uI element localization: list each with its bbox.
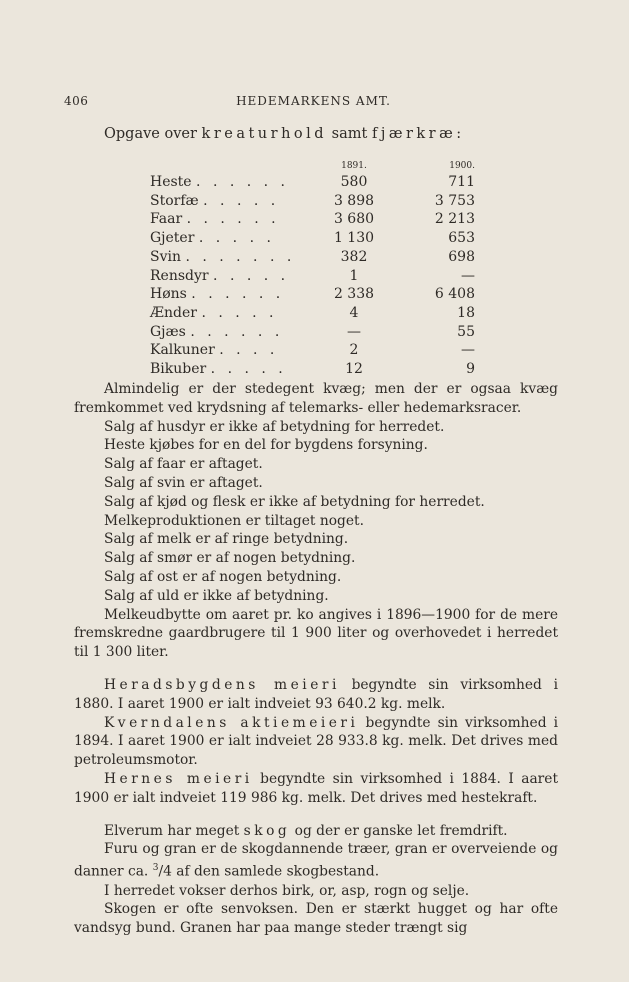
paragraph: Almindelig er der stedegent kvæg; men der er ogsaa kvæg fremkommet ved krydsning af telemarks- eller hedemarksracer. <box>74 381 558 416</box>
livestock-table <box>150 159 497 379</box>
table-row: Bikuber . . . . . 12 9 <box>150 361 475 378</box>
forest-paragraph: Furu og gran er de skogdannende træer, gran er overveiende og danner ca. $^3$/4 af den samlede skogbestand. <box>74 841 558 880</box>
paragraph: Salg af husdyr er ikke af betydning for herredet. <box>104 418 445 435</box>
table-row: Faar . . . . . . 3 680 2 213 <box>150 211 475 228</box>
table-row: Høns . . . . . . 2 338 6 408 <box>150 286 475 303</box>
paragraph: Salg af melk er af ringe betydning. <box>104 531 349 548</box>
paragraph: Salg af ost er af nogen betydning. <box>104 568 342 585</box>
table-row: Rensdyr . . . . . 1 — <box>150 267 475 284</box>
table-title: Opgave over kreaturhold samt fjærkræ: <box>104 126 462 142</box>
table-row: Storfæ . . . . . 3 898 3 753 <box>150 192 475 209</box>
column-1900: 1900. <box>449 161 475 171</box>
forest-paragraph: Skogen er ofte senvoksen. Den er stærkt hugget og har ofte vandsyg bund. Granen har paa mange steder trængt sig <box>74 901 558 937</box>
table-row: Gjæs . . . . . . — 55 <box>150 323 475 340</box>
table-row: Gjeter . . . . . 1 130 653 <box>150 230 475 247</box>
body-text <box>74 380 558 938</box>
table-row: Kalkuner . . . . 2 — <box>150 342 475 359</box>
paragraph: Heste kjøbes for en del for bygdens forsyning. <box>104 437 428 454</box>
page-number: 406 <box>64 94 89 108</box>
forest-paragraph: I herredet vokser derhos birk, or, asp, rogn og selje. <box>104 882 470 899</box>
running-title: HEDEMARKENS AMT. <box>236 94 391 108</box>
dairy-paragraph: Hernes meieri begyndte sin virksomhed i 1884. I aaret 1900 er ialt indveiet 119 986 kg. melk. Det drives med hestekraft. <box>74 770 558 806</box>
table-row: Ænder . . . . . 4 18 <box>150 304 475 321</box>
table-row: Heste . . . . . . 580 711 <box>150 174 475 190</box>
paragraph: Salg af uld er ikke af betydning. <box>104 587 329 604</box>
column-1891: 1891. <box>341 161 367 171</box>
paragraph: Salg af smør er af nogen betydning. <box>104 550 356 567</box>
table-row: Svin . . . . . . . 382 698 <box>150 248 475 265</box>
dairy-paragraph: Kverndalens aktiemeieri begyndte sin virksomhed i 1894. I aaret 1900 er ialt indveiet 28 933.8 kg. melk. Det drives med petroleumsmotor. <box>74 714 559 769</box>
paragraph: Salg af kjød og flesk er ikke af betydning for herredet. <box>104 493 485 510</box>
table-header-row <box>150 159 497 173</box>
paragraph: Salg af svin er aftaget. <box>104 474 263 491</box>
paragraph: Melkeudbytte om aaret pr. ko angives i 1896—1900 for de mere fremskredne gaardbrugere til 1 900 liter og overhovedet i herredet til 1 300 liter. <box>74 606 558 661</box>
paragraph: Salg af faar er aftaget. <box>104 456 263 473</box>
dairy-paragraph: Heradsbygdens meieri begyndte sin virksomhed i 1880. I aaret 1900 er ialt indveiet 93 640.2 kg. melk. <box>74 676 558 712</box>
paragraph: Melkeproduktionen er tiltaget noget. <box>104 512 364 529</box>
forest-paragraph: Elverum har meget skog og der er ganske let fremdrift. <box>104 822 508 839</box>
